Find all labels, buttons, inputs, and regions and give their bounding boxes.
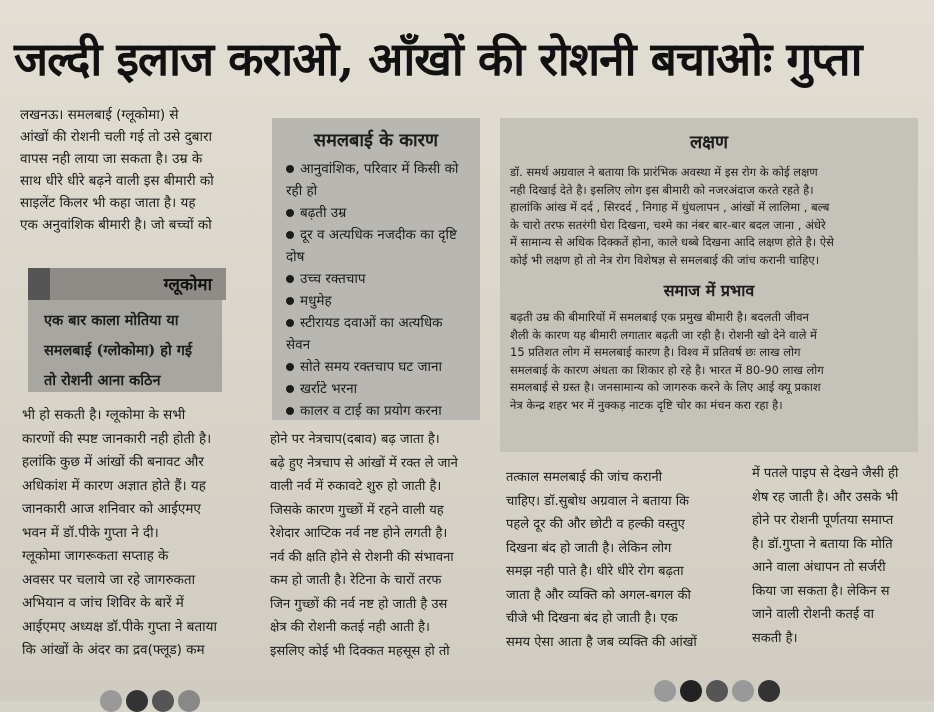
decorative-dot: [126, 690, 148, 712]
text-line: जानकारी आज शनिवार को आईएमए: [22, 501, 201, 517]
text-line: रेशेदार आप्टिक नर्व नष्ट होने लगती है।: [270, 526, 448, 541]
text-line: दिखना बंद हो जाती है। लेकिन लोग: [506, 540, 672, 556]
text-line: नही दिखाई देते है। इसलिए लोग इस बीमारी को नजरअंदाज करते रहते है।: [510, 182, 814, 197]
symptoms-title: लक्षण: [689, 132, 729, 153]
text-line: शैली के कारण यह बीमारी लगातार बढ़ती जा रही है। रोशनी खो देने वाले में: [510, 327, 817, 342]
pullquote-line: एक बार काला मोतिया या: [44, 312, 179, 329]
text-line: अधिकांश में कारण अज्ञात होते हैं। यह: [22, 477, 206, 494]
text-line: सकती है।: [752, 630, 798, 646]
list-item: सोते समय रक्तचाप घट जाना: [286, 356, 470, 378]
symptoms-box: [500, 118, 918, 452]
decorative-dot: [680, 680, 702, 702]
column-1-bottom: [22, 404, 252, 663]
text-line: कम हो जाती है। रेटिना के चारों तरफ: [270, 573, 442, 588]
text-line: इसलिए कोई भी दिक्कत महसूस हो तो: [270, 643, 450, 659]
text-line: साइलेंट किलर भी कहा जाता है। यह: [20, 195, 196, 211]
bullet-icon: [286, 407, 294, 415]
text-line: जिसके कारण गुच्छों में रहने वाली यह: [270, 502, 444, 518]
glaucoma-heading-bar: [28, 268, 226, 300]
pullquote: [28, 300, 222, 392]
text-line: लखनऊ। समलबाई (ग्लूकोमा) से: [20, 107, 179, 123]
bullet-icon: [286, 319, 294, 327]
causes-box: [272, 118, 480, 420]
text-line: शेष रह जाती है। और उसके भी: [752, 489, 899, 505]
causes-list: [272, 152, 480, 422]
bullet-icon: [286, 231, 294, 239]
pullquote-line: समलबाई (ग्लोकोमा) हो गई: [44, 342, 193, 359]
bullet-icon: [286, 165, 294, 173]
bullet-icon: [286, 297, 294, 305]
text-line: में पतले पाइप से देखने जैसी ही: [752, 466, 899, 481]
heading-accent-bar: [28, 268, 50, 300]
text-line: होने पर रोशनी पूर्णतया समाप्त: [752, 513, 894, 528]
list-item: खर्राटे भरना: [286, 378, 470, 400]
text-line: चाहिए। डॉ.सुबोध अग्रवाल ने बताया कि: [506, 493, 690, 509]
text-line: वाली नर्व में रुकावटे शुरु हो जाती है।: [270, 479, 442, 494]
bullet-icon: [286, 385, 294, 393]
text-line: पहले दूर की और छोटी व हल्की वस्तुए: [506, 517, 685, 532]
bullet-icon: [286, 363, 294, 371]
text-line: कोई भी लक्षण हो तो नेत्र रोग विशेषज्ञ से समलबाई की जांच करानी चाहिए।: [510, 252, 820, 267]
column-3-bottom: [506, 466, 740, 654]
list-item: आनुवांशिक, परिवार में किसी को रही हो: [286, 161, 459, 199]
list-item: स्टीरायड दवाओं का अत्यधिक सेवन: [286, 315, 443, 353]
list-item: बढ़ती उम्र: [286, 202, 470, 224]
decorative-dot: [732, 680, 754, 702]
text-line: किया जा सकता है। लेकिन स: [752, 583, 890, 599]
text-line: होने पर नेत्रचाप(दबाव) बढ़ जाता है।: [270, 432, 440, 447]
bullet-icon: [286, 209, 294, 217]
text-line: समलबाई से ग्रस्त है। जनसामान्य को जागरुक करने के लिए आई क्यू प्रकाश: [510, 380, 821, 394]
glaucoma-heading: ग्लूकोमा: [163, 275, 212, 295]
text-line: आईएमए अध्यक्ष डॉ.पीके गुप्ता ने बताया: [22, 618, 217, 635]
text-line: समलबाई के कारण अंधता का शिकार हो रहे है। भारत में 80-90 लाख लोग: [510, 362, 824, 377]
text-line: नेत्र केन्द्र शहर भर में नुक्कड़ नाटक दृष्टि चोर का मंचन करा रहा है।: [510, 397, 783, 412]
decorative-dot: [100, 690, 122, 712]
text-line: है। डॉ.गुप्ता ने बताया कि मोति: [752, 536, 893, 552]
column-2-bottom: [270, 428, 492, 663]
text-line: बढ़ती उम्र की बीमारियों में समलबाई एक प्रमुख बीमारी है। बदलती जीवन: [510, 310, 809, 324]
text-line: अभियान व जांच शिविर के बारें में: [22, 595, 184, 611]
text-line: समझ नही पाते है। धीरे धीरे रोग बढ़ता: [506, 564, 684, 579]
text-line: हालांकि आंख में दर्द , सिरदर्द , निगाह में धुंधलापन , आंखों में लालिमा , बल्ब: [510, 200, 830, 214]
text-line: आंखों की रोशनी चली गई तो उसे दुबारा: [20, 129, 212, 145]
list-item: दूर व अत्यधिक नजदीक का दृष्टि दोष: [286, 227, 457, 265]
text-line: में सामान्य से अधिक दिक्कतें होना, काले धब्बे दिखना आदि लक्षण होते है। ऐसे: [510, 235, 834, 249]
text-line: कारणों की स्पष्ट जानकारी नही होती है।: [22, 430, 212, 447]
text-line: हलांकि कुछ में आंखों की बनावट और: [22, 454, 204, 470]
text-line: भी हो सकती है। ग्लूकोमा के सभी: [22, 407, 186, 423]
impact-subtitle: समाज में प्रभाव: [663, 281, 755, 300]
text-line: जिन गुच्छों की नर्व नष्ट हो जाती है उस: [270, 596, 448, 612]
text-line: डॉ. समर्थ अग्रवाल ने बताया कि प्रारंभिक अवस्था में इस रोग के कोई लक्षण: [510, 165, 818, 179]
text-line: वापस नही लाया जा सकता है। उम्र के: [20, 151, 203, 167]
headline: जल्दी इलाज कराओ, आँखों की रोशनी बचाओः गुप्ता: [14, 32, 862, 86]
text-line: बढ़े हुए नेत्रचाप से आंखों में रक्त ले जाने: [270, 455, 458, 471]
text-line: अवसर पर चलाये जा रहे जागरुकता: [22, 571, 196, 588]
text-line: जाता है और व्यक्ति को अगल-बगल की: [506, 587, 691, 603]
decorative-dot: [178, 690, 200, 712]
column-1-top: [20, 104, 250, 236]
text-line: के चारो तरफ सतरंगी घेरा दिखना, चश्मे का नंबर बार-बार बदल जाना , अंधेरे: [510, 217, 826, 232]
bullet-icon: [286, 275, 294, 283]
text-line: 15 प्रतिशत लोग में समलबाई कारण है। विश्व में प्रतिवर्ष छः लाख लोग: [510, 345, 801, 359]
text-line: जाने वाली रोशनी कतई वा: [752, 607, 875, 622]
text-line: एक अनुवांशिक बीमारी है। जो बच्चों को: [20, 217, 212, 233]
list-item: कालर व टाई का प्रयोग करना: [286, 400, 470, 422]
text-line: कि आंखों के अंदर का द्रव(फ्लूड) कम: [22, 642, 205, 658]
text-line: ग्लूकोमा जागरूकता सप्ताह के: [22, 548, 169, 564]
text-line: क्षेत्र की रोशनी कतई नही आती है।: [270, 620, 430, 635]
decorative-dot: [758, 680, 780, 702]
decorative-dot: [706, 680, 728, 702]
text-line: आने वाला अंधापन तो सर्जरी: [752, 560, 886, 575]
list-item: मधुमेह: [286, 290, 470, 312]
causes-title: समलबाई के कारण: [313, 130, 439, 151]
text-line: नर्व की क्षति होने से रोशनी की संभावना: [270, 549, 454, 565]
decorative-dot: [654, 680, 676, 702]
text-line: साथ धीरे धीरे बढ़ने वाली इस बीमारी को: [20, 173, 214, 189]
decorative-dot: [152, 690, 174, 712]
text-line: तत्काल समलबाई की जांच करानी: [506, 470, 663, 485]
column-4-bottom: [752, 462, 934, 650]
list-item: उच्च रक्तचाप: [286, 268, 470, 290]
text-line: भवन में डॉ.पीके गुप्ता ने दी।: [22, 524, 159, 541]
text-line: समय ऐसा आता है जब व्यक्ति की आंखों: [506, 634, 697, 650]
pullquote-line: तो रोशनी आना कठिन: [44, 372, 161, 389]
text-line: चीजे भी दिखना बंद हो जाती है। एक: [506, 611, 678, 626]
